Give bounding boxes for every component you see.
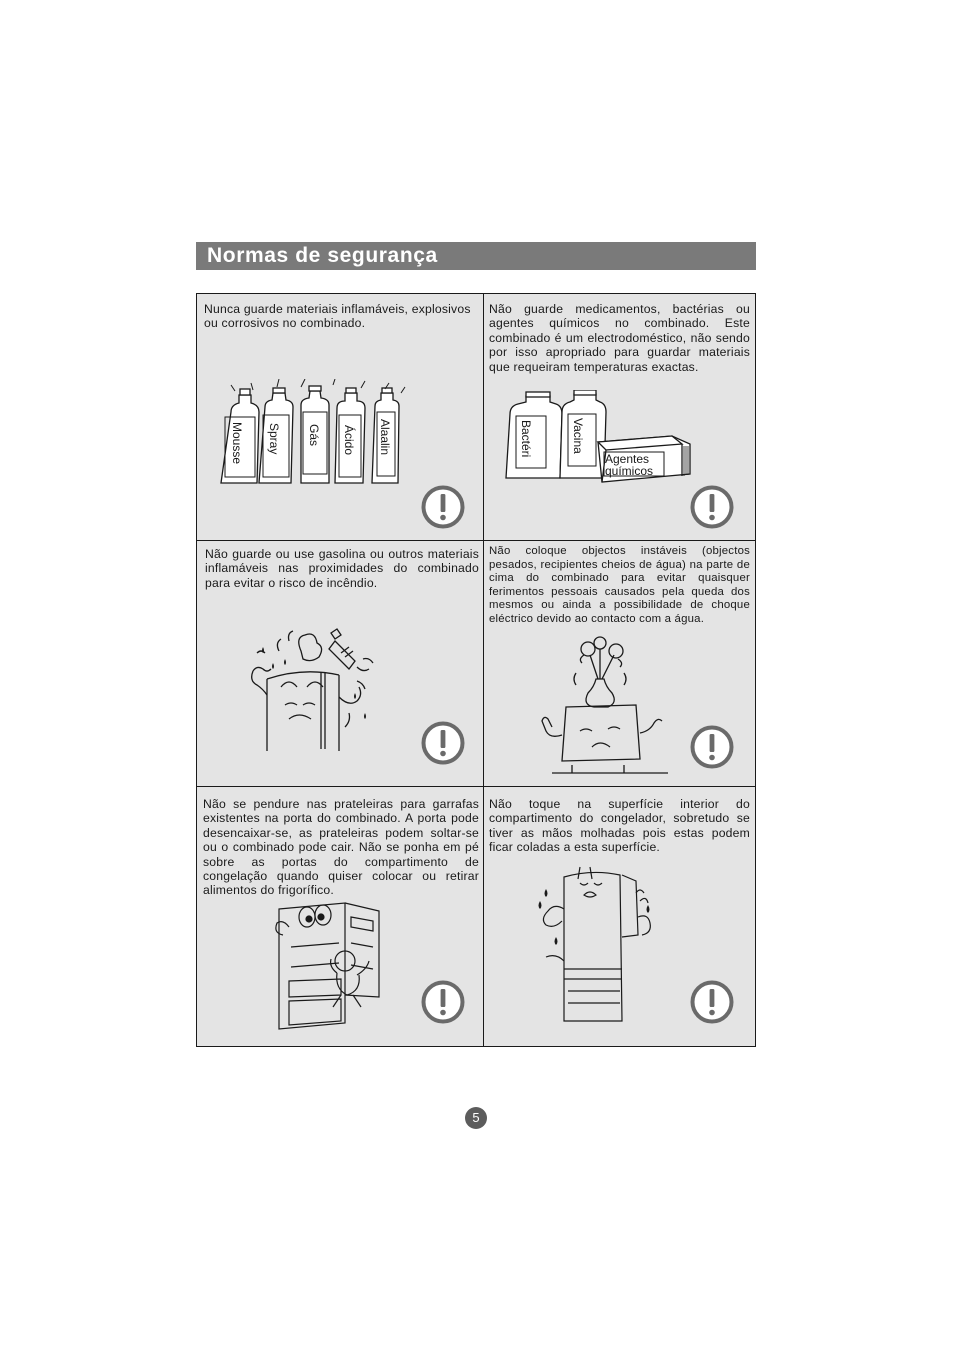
right-hand (638, 916, 650, 935)
label-chemicals: químicos (605, 464, 654, 478)
vase (586, 679, 614, 707)
left-hand (542, 717, 562, 736)
fridge-body (564, 872, 622, 1021)
right-hand (640, 719, 662, 733)
exclamation-circle-icon (690, 980, 734, 1024)
rule-cell-door-shelves (197, 787, 483, 1046)
left-arm (252, 671, 267, 695)
exclamation-circle-icon (421, 721, 465, 765)
label-vaccine: Vacina (571, 418, 585, 454)
sweat-drops (262, 647, 366, 719)
left-hand (543, 906, 564, 926)
rule-cell-freezer-surface (484, 787, 755, 1046)
exclamation-circle-icon (690, 485, 734, 529)
fridge-body (562, 705, 640, 761)
worried-mouth (584, 892, 596, 897)
child-body (337, 973, 360, 995)
child-on-fridge-door-illustration (275, 891, 385, 1031)
rule-text: Nunca guarde materiais inflamáveis, explosivos ou corrosivos no combinado. (204, 302, 471, 331)
rule-text: Não guarde medicamentos, bactérias ou agentes químicos no combinado. Este combinado é um electrodoméstico, não sendo por isso apropriado para guardar materiais que requeiram temperaturas exactas. (489, 302, 750, 374)
water-drops (539, 889, 650, 945)
rule-text: Não toque na superfície interior do compartimento do congelador, sobretudo se tiver as mãos molhadas pois estas podem ficar coladas a esta superfície. (489, 797, 750, 855)
section-title-bar (196, 242, 756, 270)
exclamation-circle-icon (421, 485, 465, 529)
vase-on-fridge-illustration (532, 635, 672, 775)
label-bacteria: Bactéri (519, 420, 533, 458)
exclamation-circle-icon (421, 980, 465, 1024)
rule-cell-medicines (484, 294, 755, 540)
label-agents: Agentes (605, 452, 650, 466)
rule-text: Não coloque objectos instáveis (objectos pesados, recipientes cheios de água) na parte de cima do combinado para evitar quaisquer ferimentos pessoais causados pela queda dos mesmos ou ainda a possibilidade de choque eléctrico devido ao contacto com a água. (489, 545, 750, 625)
wet-hands-freezer-illustration (536, 865, 656, 1025)
safety-rules-grid (196, 293, 756, 1047)
bottle-label-alkaline: Alaalin (378, 419, 392, 456)
rule-text: Não se pendure nas prateleiras para garrafas existentes na porta do combinado. A porta pode desencaixar-se, as prateleiras podem soltar-se ou o combinado pode cair. Não se ponha em pé sobre as portas do compartimento de congelação quando quiser colocar ou retirar alimentos do frigorífico. (203, 797, 479, 898)
spray-can (329, 641, 355, 669)
page-title: Normas de segurança (207, 244, 438, 267)
rule-cell-unstable-objects (484, 541, 755, 786)
rule-cell-flammables (197, 294, 483, 540)
fire-cloud (299, 634, 322, 661)
fridge-fire-illustration (245, 623, 380, 753)
bottle-bacteria (506, 396, 562, 478)
rule-cell-gasoline (197, 541, 483, 786)
medicine-bottles-illustration (504, 390, 699, 490)
frown-mouth (592, 743, 610, 747)
rule-text: Não guarde ou use gasolina ou outros materiais inflamáveis nas proximidades do combinado para evitar o risco de incêndio. (205, 547, 479, 590)
frown-mouth (289, 715, 311, 719)
bottle-label-gas: Gás (307, 424, 321, 447)
exclamation-circle-icon (690, 725, 734, 769)
bottle-label-acid: Ácido (342, 425, 356, 456)
right-arm (339, 687, 361, 703)
aerosol-bottles-illustration (217, 379, 417, 489)
page-number-badge: 5 (465, 1107, 487, 1129)
bottle-label-mousse: Mousse (230, 422, 244, 465)
bottle-label-spray: Spray (267, 423, 281, 455)
